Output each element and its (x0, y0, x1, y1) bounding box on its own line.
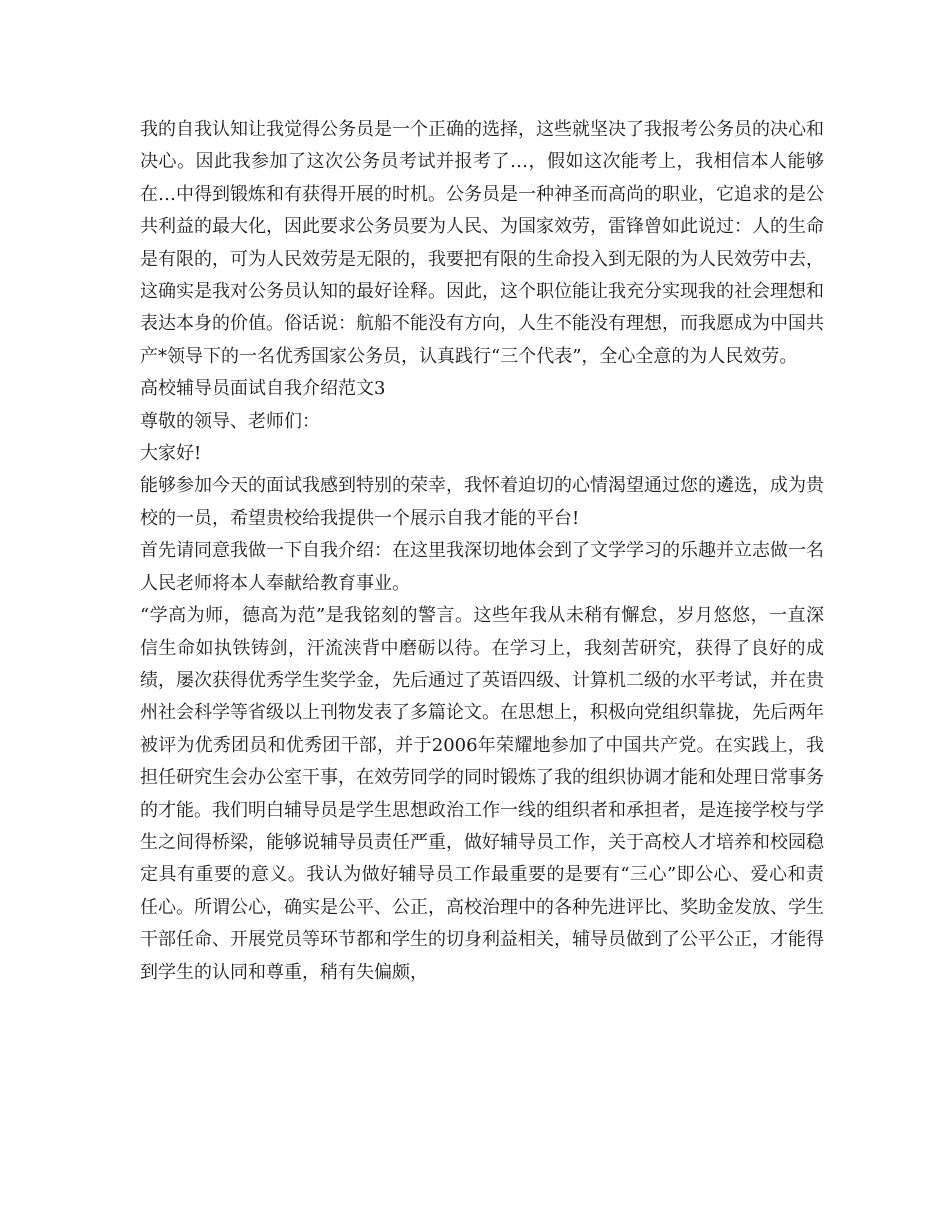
paragraph-self-introduction: 首先请同意我做一下自我介绍：在这里我深切地体会到了文学学习的乐趣并立志做一名人民老师将本人奉献给教育事业。 (140, 540, 824, 594)
salutation: 尊敬的领导、老师们： (140, 410, 320, 432)
document-body (140, 114, 824, 989)
paragraph-civil-servant: 我的自我认知让我觉得公务员是一个正确的选择，这些就坚决了我报考公务员的决心和决心。因此我参加了这次公务员考试并报考了…，假如这次能考上，我相信本人能够在…中得到锻炼和有获得开展的时机。公务员是一种神圣而高尚的职业，它追求的是公共利益的最大化，因此要求公务员要为人民、为国家效劳，雷锋曾如此说过：人的生命是有限的，可为人民效劳是无限的，我要把有限的生命投入到无限的为人民效劳中去，这确实是我对公务员认知的最好诠释。因此，这个职位能让我充分实现我的社会理想和表达本身的价值。俗话说：航船不能没有方向，人生不能没有理想，而我愿成为中国共产*领导下的一名优秀国家公务员，认真践行“三个代表”，全心全意的为人民效劳。 (140, 119, 824, 367)
section-heading: 高校辅导员面试自我介绍范文3 (140, 378, 386, 400)
greeting: 大家好! (140, 443, 202, 465)
paragraph-experience: “学高为师，德高为范”是我铭刻的警言。这些年我从未稍有懈怠，岁月悠悠，一直深信生命如执铁铸剑，汗流浃背中磨砺以待。在学习上，我刻苦研究，获得了良好的成绩，屡次获得优秀学生奖学金，先后通过了英语四级、计算机二级的水平考试，并在贵州社会科学等省级以上刊物发表了多篇论文。在思想上，积极向党组织靠拢，先后两年被评为优秀团员和优秀团干部，并于2006年荣耀地参加了中国共产党。在实践上，我担任研究生会办公室干事，在效劳同学的同时锻炼了我的组织协调才能和处理日常事务的才能。我们明白辅导员是学生思想政治工作一线的组织者和承担者，是连接学校与学生之间得桥梁，能够说辅导员责任严重，做好辅导员工作，关于高校人才培养和校园稳定具有重要的意义。我认为做好辅导员工作最重要的是要有“三心”即公心、爱心和责任心。所谓公心，确实是公平、公正，高校治理中的各种先进评比、奖助金发放、学生干部任命、开展党员等环节都和学生的切身利益相关，辅导员做到了公平公正，才能得到学生的认同和尊重，稍有失偏颇， (140, 605, 824, 983)
paragraph-intro: 能够参加今天的面试我感到特别的荣幸，我怀着迫切的心情渴望通过您的遴选，成为贵校的一员，希望贵校给我提供一个展示自我才能的平台! (140, 475, 824, 529)
